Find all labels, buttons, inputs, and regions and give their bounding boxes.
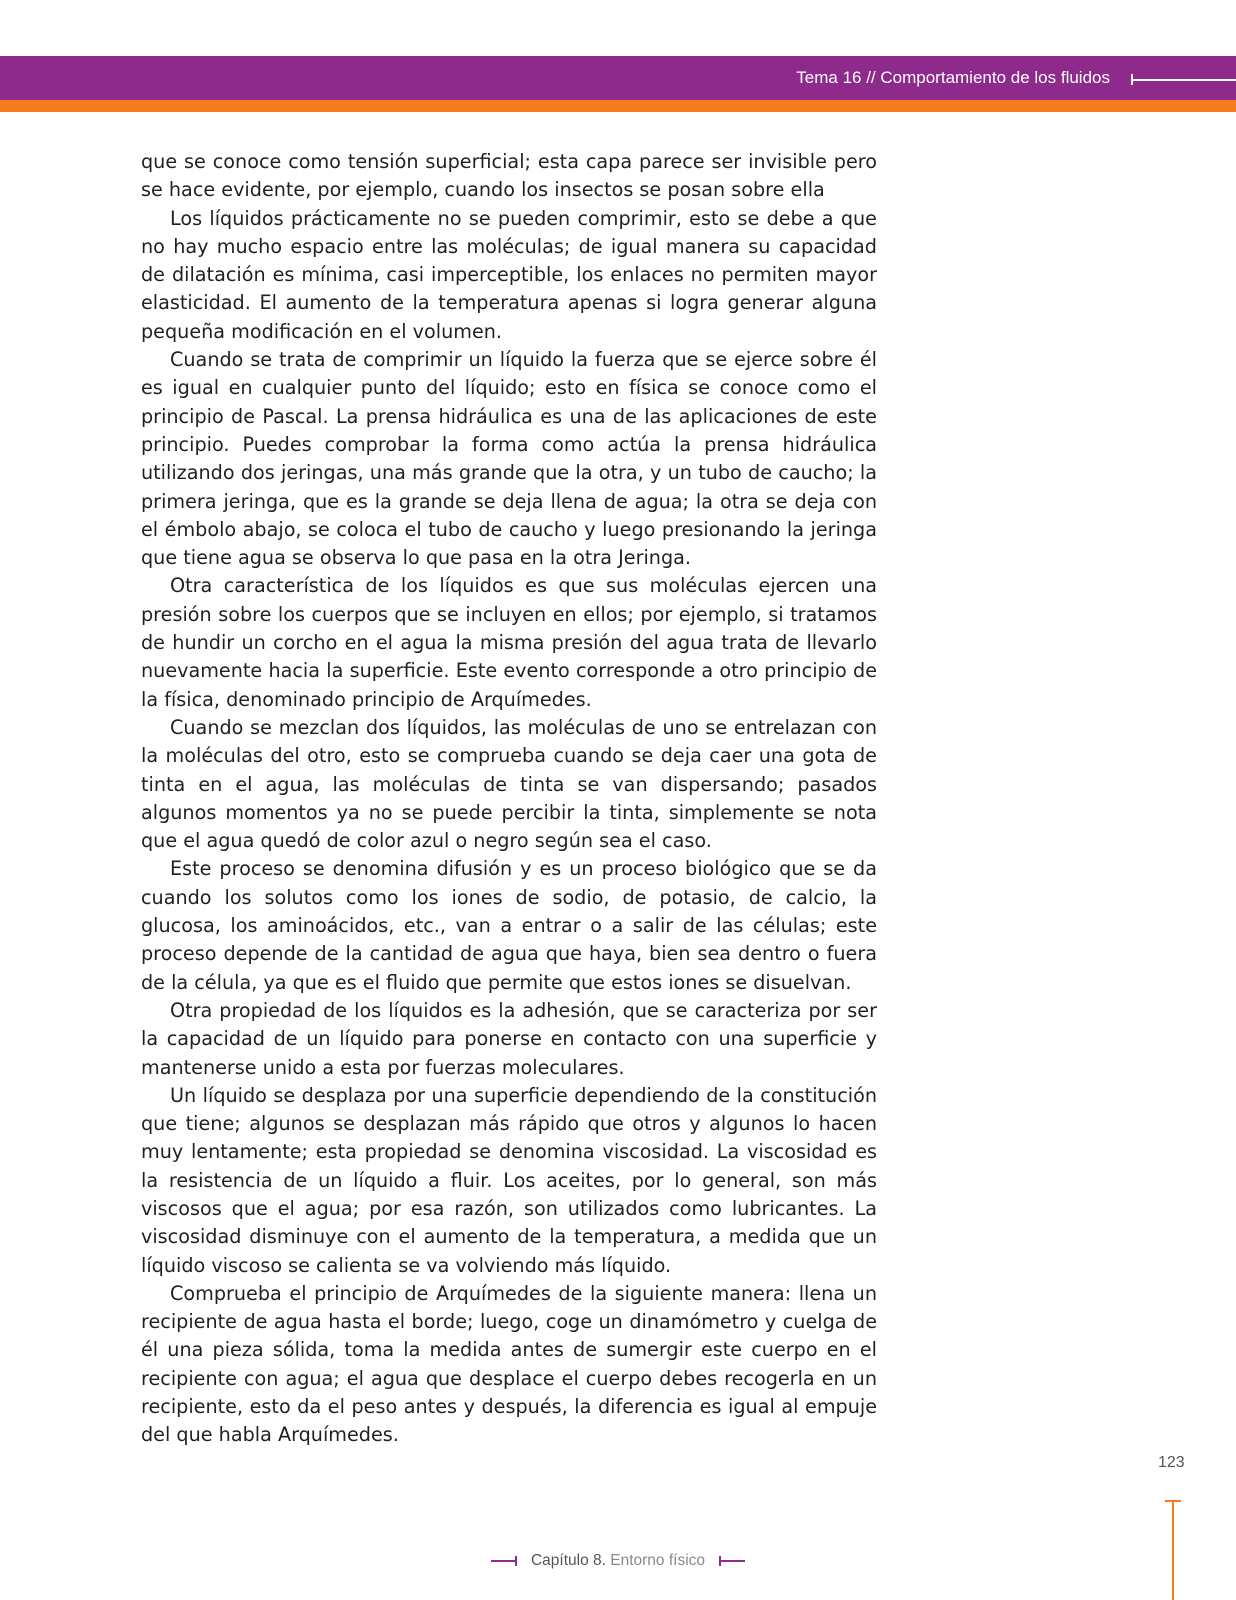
footer-chapter-subject: Entorno físico (610, 1552, 706, 1569)
page-number: 123 (1158, 1454, 1185, 1471)
paragraph: Cuando se mezclan dos líquidos, las moléculas de uno se entrelazan con la moléculas del otro, esto se comprueba cuando se deja caer una gota de tinta en el agua, las moléculas de tinta se van dispersando; pasados algunos momentos ya no se puede percibir la tinta, simplemente se nota que el agua quedó de color azul o negro según sea el caso. (141, 715, 877, 853)
footer-rule-right (719, 1560, 745, 1562)
paragraph: Los líquidos prácticamente no se pueden comprimir, esto se debe a que no hay mucho espacio entre las moléculas; de igual manera su capacidad de dilatación es mínima, casi imperceptible, los enlaces no permiten mayor elasticidad. El aumento de la temperatura apenas si logra generar alguna pequeña modificación en el volumen. (141, 206, 877, 343)
paragraph: Otra característica de los líquidos es que sus moléculas ejercen una presión sobre los cuerpos que se incluyen en ellos; por ejemplo, si tratamos de hundir un corcho en el agua la misma presión del agua trata de llevarlo nuevamente hacia la superficie. Este evento corresponde a otro principio de la física, denominado principio de Arquímedes. (141, 574, 877, 711)
paragraph: Comprueba el principio de Arquímedes de la siguiente manera: llena un recipiente de agua hasta el borde; luego, coge un dinamómetro y cuelga de él una pieza sólida, toma la medida antes de sumergir este cuerpo en el recipiente con agua; el agua que desplace el cuerpo debes recogerla en un recipiente, esto da el peso antes y después, la diferencia es igual al empuje del que habla Arquímedes. (141, 1281, 877, 1447)
margin-rule (1172, 1500, 1174, 1600)
footer (0, 1551, 1236, 1571)
footer-rule-left (491, 1560, 517, 1562)
paragraph: Un líquido se desplaza por una superficie dependiendo de la constitución que tiene; algunos se desplazan más rápido que otros y algunos lo hacen muy lentamente; esta propiedad se denomina viscosidad. La viscosidad es la resistencia de un líquido a fluir. Los aceites, por lo general, son más viscosos que el agua; por esa razón, son utilizados como lubricantes. La viscosidad disminuye con el aumento de la temperatura, a medida que un líquido viscoso se calienta se va volviendo más líquido. (141, 1083, 877, 1277)
header-rule (1131, 79, 1236, 81)
body-text (141, 148, 877, 1450)
footer-chapter-label: Capítulo 8. (530, 1552, 606, 1569)
paragraph: Este proceso se denomina difusión y es un proceso biológico que se da cuando los solutos como los iones de sodio, de potasio, de calcio, la glucosa, los aminoácidos, etc., van a entrar o a salir de las células; este proceso depende de la cantidad de agua que haya, bien sea dentro o fuera de la célula, ya que es el fluido que permite que estos iones se disuelvan. (141, 857, 877, 994)
header-accent-stripe (0, 100, 1236, 112)
paragraph: que se conoce como tensión superficial; esta capa parece ser invisible pero se hace evidente, por ejemplo, cuando los insectos se posan sobre ella (141, 150, 877, 202)
paragraph: Otra propiedad de los líquidos es la adhesión, que se caracteriza por ser la capacidad de un líquido para ponerse en contacto con una superficie y mantenerse unido a esta por fuerzas moleculares. (141, 998, 877, 1079)
running-header-title: Tema 16 // Comportamiento de los fluidos (796, 68, 1110, 87)
paragraph: Cuando se trata de comprimir un líquido la fuerza que se ejerce sobre él es igual en cualquier punto del líquido; esto en física se conoce como el principio de Pascal. La prensa hidráulica es una de las aplicaciones de este principio. Puedes comprobar la forma como actúa la prensa hidráulica utilizando dos jeringas, una más grande que la otra, y un tubo de caucho; la primera jeringa, que es la grande se deja llena de agua; la otra se deja con el émbolo abajo, se coloca el tubo de caucho y luego presionando la jeringa que tiene agua se observa lo que pasa en la otra Jeringa. (141, 348, 877, 570)
